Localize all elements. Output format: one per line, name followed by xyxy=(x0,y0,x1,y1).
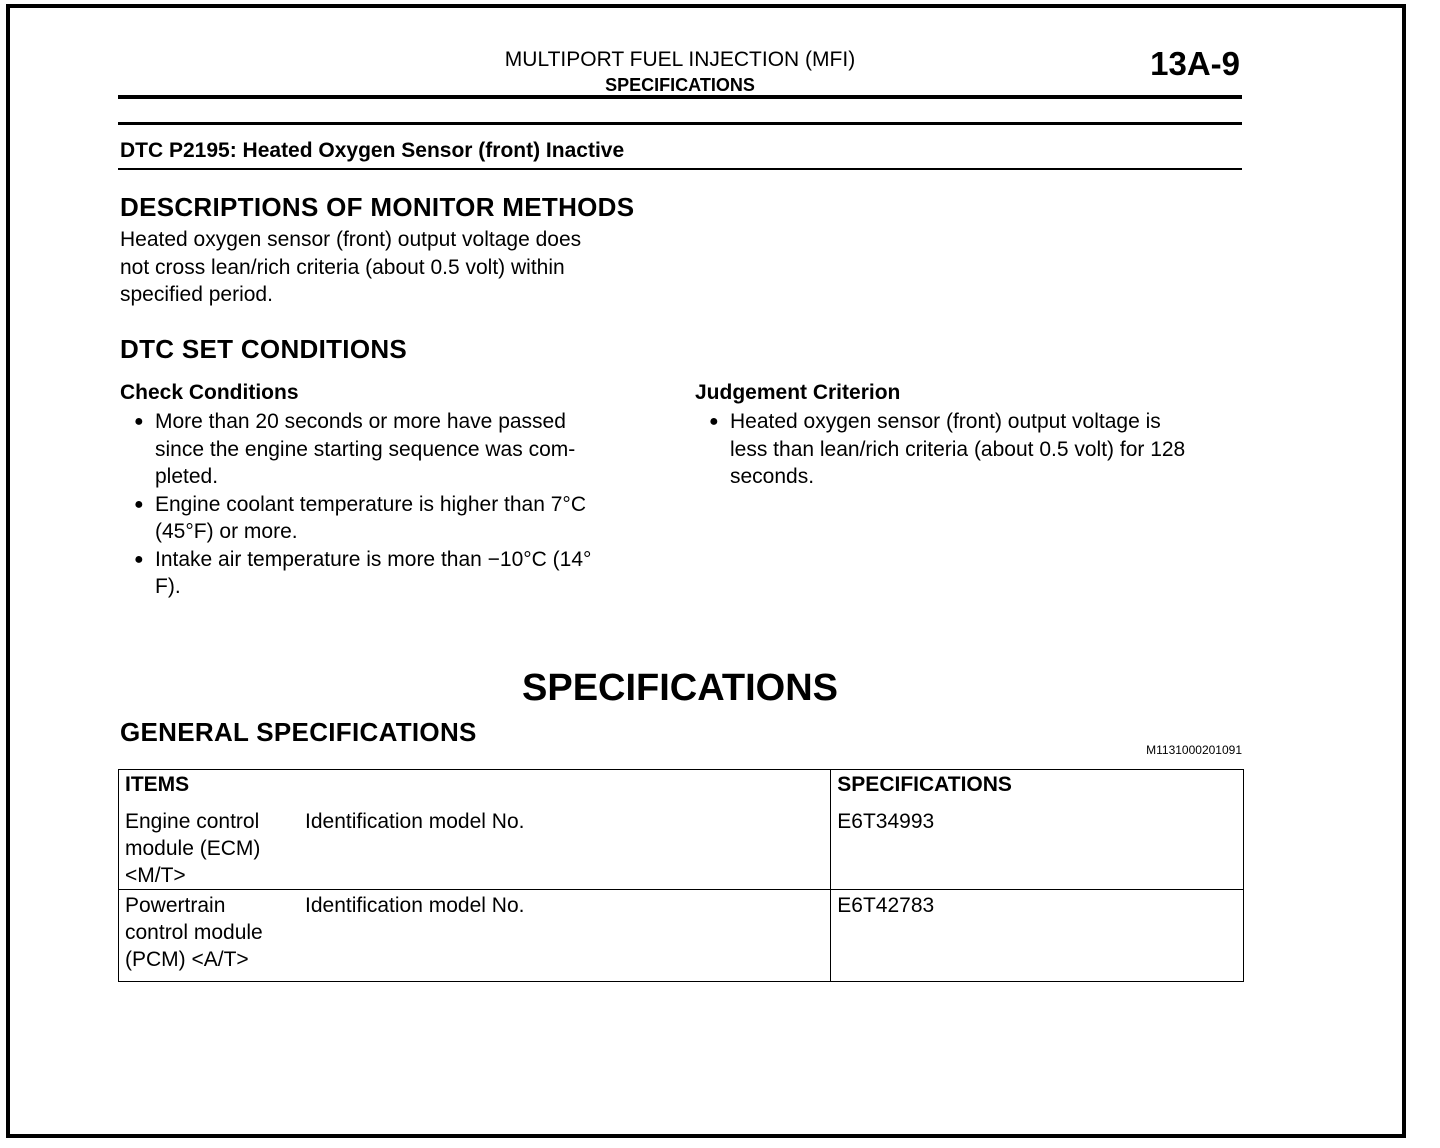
bullet-icon: ● xyxy=(709,413,719,430)
document-code: M1131000201091 xyxy=(1146,743,1242,757)
table-row xyxy=(119,890,1244,982)
bullet-icon: ● xyxy=(134,550,144,568)
check-conditions-heading: Check Conditions xyxy=(120,381,299,404)
set-conditions-heading: DTC SET CONDITIONS xyxy=(120,334,408,364)
column-header-specifications: SPECIFICATIONS xyxy=(831,770,1244,799)
item-cell xyxy=(119,798,831,890)
specifications-table xyxy=(118,769,1244,982)
dtc-title: DTC P2195: Heated Oxygen Sensor (front) Inactive xyxy=(120,139,625,162)
header-rule xyxy=(118,95,1242,99)
specifications-title: SPECIFICATIONS xyxy=(522,667,838,709)
table-header-row xyxy=(119,770,1244,799)
item-cell xyxy=(119,890,831,982)
list-item: ● More than 20 seconds or more have passed since the engine starting sequence was com- pleted. xyxy=(134,410,576,488)
item-name: Engine control module (ECM) <M/T> xyxy=(125,810,261,887)
list-item: ● Intake air temperature is more than −10°C (14° F). xyxy=(134,547,592,598)
table-row xyxy=(119,798,1244,890)
page-number: 13A-9 xyxy=(1150,45,1240,82)
sub-item: Identification model No. xyxy=(305,894,525,917)
general-specifications-heading: GENERAL SPECIFICATIONS xyxy=(120,717,477,747)
list-item: ● Engine coolant temperature is higher than 7°C (45°F) or more. xyxy=(134,492,586,543)
judgement-criterion-heading: Judgement Criterion xyxy=(695,381,901,404)
sub-item: Identification model No. xyxy=(305,810,525,833)
dtc-bottom-rule xyxy=(118,168,1242,170)
spec-value: E6T42783 xyxy=(831,890,1244,982)
section-subtitle: SPECIFICATIONS xyxy=(605,75,755,95)
bullet-icon: ● xyxy=(134,413,144,430)
monitor-methods-heading: DESCRIPTIONS OF MONITOR METHODS xyxy=(120,192,635,222)
item-name: Powertrain control module (PCM) <A/T> xyxy=(125,894,263,971)
check-conditions xyxy=(120,380,660,601)
monitor-methods-text: Heated oxygen sensor (front) output voltage does not cross lean/rich criteria (about 0.5 volt) within specified period. xyxy=(120,228,582,306)
judgement-criterion xyxy=(695,380,1245,491)
spec-value: E6T34993 xyxy=(831,798,1244,890)
section-title: MULTIPORT FUEL INJECTION (MFI) xyxy=(504,48,856,71)
dtc-top-rule xyxy=(118,122,1242,125)
bullet-icon: ● xyxy=(134,495,144,513)
list-item: ● Heated oxygen sensor (front) output voltage is less than lean/rich criteria (about 0.5 volt) for 128 seconds. xyxy=(709,410,1186,488)
column-header-items: ITEMS xyxy=(119,770,831,799)
